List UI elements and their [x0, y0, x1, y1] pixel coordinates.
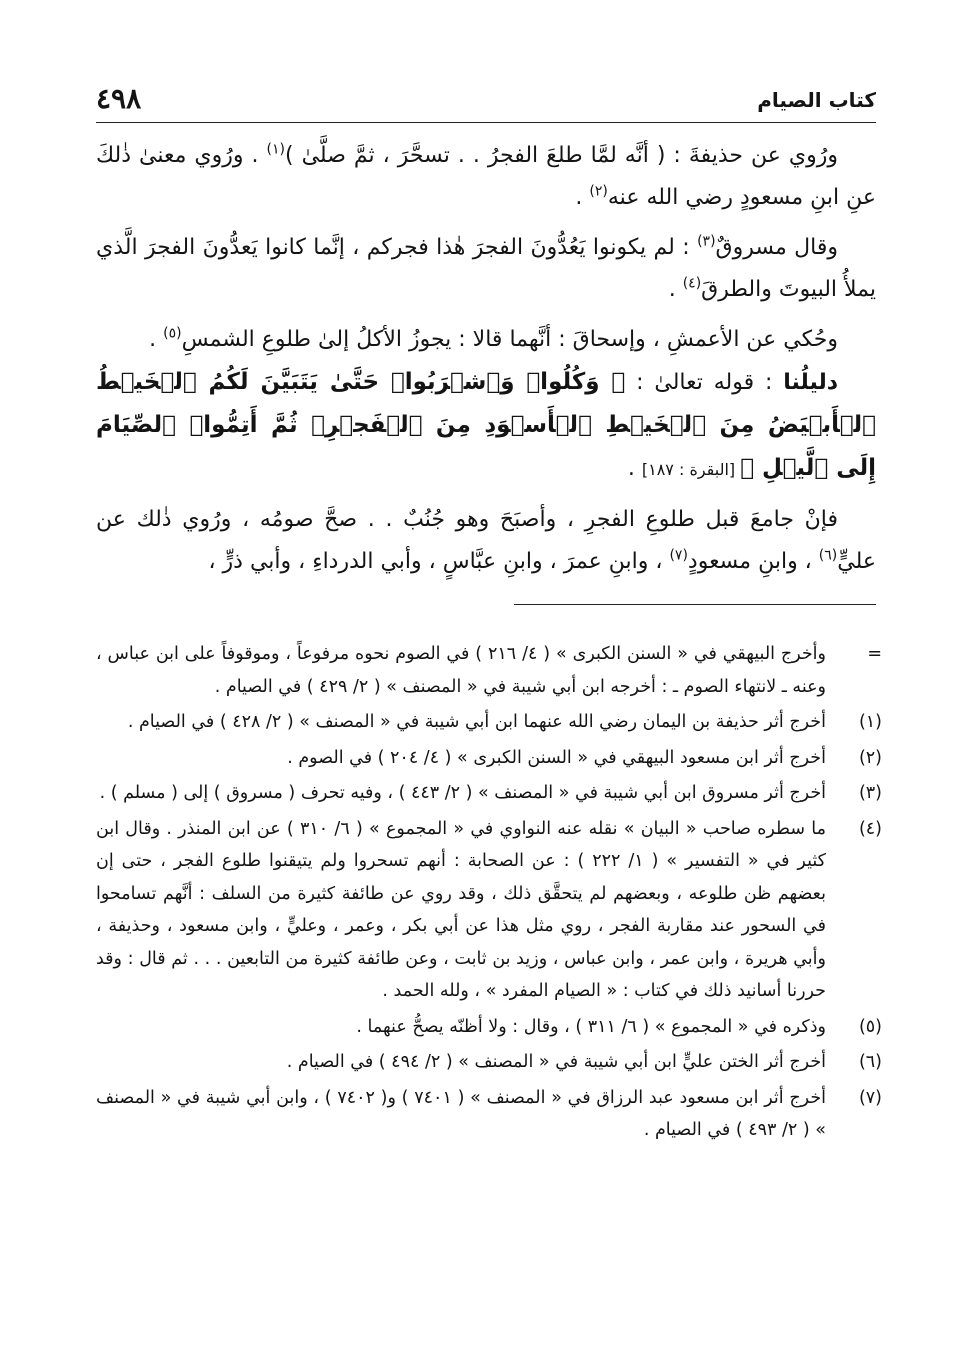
footnote: [96, 813, 882, 1008]
paragraph-masruq: [96, 227, 876, 311]
footnotes: [96, 638, 882, 1150]
footnote-number: =: [867, 644, 882, 664]
text-segment: ، وابنِ عمرَ ، وابنِ عبَّاسٍ ، وأبي الدرداءِ ، وأبي ذرٍّ ،: [208, 549, 670, 574]
footnote-text: وذكره في « المجموع » ( ٦/ ٣١١ ) ، وقال : ولا أظنّه يصحُّ عنهما .: [356, 1016, 826, 1037]
footnote-number: (٤): [858, 818, 882, 839]
footnote-number: (٣): [858, 783, 882, 803]
footnote: [96, 1046, 882, 1079]
footnote-text: أخرج أثر حذيفة بن اليمان رضي الله عنهما ابن أبي شيبة في « المصنف » ( ٢/ ٤٢٨ ) في الصيام .: [127, 712, 826, 732]
main-text: [96, 135, 876, 591]
footnote-number: (١): [858, 712, 882, 732]
footnote-text: ما سطره صاحب « البيان » نقله عنه النواوي في « المجموع » ( ٦/ ٣١٠ ) عن ابن المنذر . وقال ابن كثير في « التفسير » ( ١/ ٢٢٢ ) : عن الصحابة : أنهم تسحروا ولم يتيقنوا طلوع الفجر ، حتى إن بعضهم ظن طلوعه ، وبعضهم لم يتحقَّق ذلك ، وقد روي عن طائفة كثيرة من السلف : أنَّهم تسامحوا في السحور عند مقاربة الفجر ، روي مثل هذا عن أبي بكر ، وعمر ، وعليٍّ ، وابن مسعود ، وحذيفة ، وأبي هريرة ، وابن عمر ، وابن عباس ، وزيد بن ثابت ، وعن طائفة كثيرة من التابعين . . . ثم قال : وقد حررنا أسانيد ذلك في كتاب : « الصيام المفرد » ، ولله الحمد .: [96, 818, 827, 1001]
footnote-text: أخرج أثر ابن مسعود عبد الرزاق في « المصنف » ( ٧٤٠١ ) و( ٧٤٠٢ ) ، وابن أبي شيبة في « المصنف » ( ٢/ ٤٩٣ ) في الصيام .: [96, 1087, 826, 1140]
footnote-ref[interactable]: (٤): [682, 275, 702, 292]
footnote-ref[interactable]: (٢): [589, 183, 608, 200]
text-segment: وقال مسروقٌ: [715, 235, 838, 260]
footnote: [96, 638, 882, 703]
text-segment: .: [575, 185, 590, 210]
footnote-number: (٦): [858, 1052, 882, 1072]
paragraph-amash: [96, 319, 876, 361]
footnote-text: أخرج أثر ابن مسعود البيهقي في « السنن الكبرى » ( ٤/ ٢٠٤ ) في الصوم .: [287, 747, 826, 768]
footnote: [96, 777, 882, 810]
footnote: [96, 742, 882, 775]
footnote-number: (٥): [858, 1016, 882, 1037]
running-head: كتاب الصيام: [757, 88, 876, 112]
text-segment: .: [627, 456, 642, 481]
footnote-ref[interactable]: (٧): [669, 547, 688, 564]
footnote-ref[interactable]: (٦): [818, 547, 838, 564]
lead-word: دليلُنا: [783, 370, 839, 395]
footnote-text: وأخرج البيهقي في « السنن الكبرى » ( ٤/ ٢١٦ ) في الصوم نحوه مرفوعاً ، وموقوفاً على ابن عباس ، وعنه ـ لانتهاء الصوم ـ : أخرجه ابن أبي شيبة في « المصنف » ( ٢/ ٤٢٩ ) في الصيام .: [96, 644, 826, 697]
verse-reference: [البقرة : ١٨٧]: [641, 460, 741, 479]
paragraph-hudhayfa: [96, 135, 876, 219]
text-segment: . ورُوي معنىٰ ذٰلكَ عنِ ابنِ مسعودٍ رضي الله عنه: [96, 143, 876, 210]
footnote-ref[interactable]: (١): [266, 141, 285, 158]
paragraph-evidence: [96, 361, 876, 491]
text-segment: : قوله تعالىٰ :: [625, 370, 784, 395]
footnote-text: أخرج أثر الختن عليٍّ ابن أبي شيبة في « المصنف » ( ٢/ ٤٩٤ ) في الصيام .: [286, 1052, 826, 1072]
text-segment: ، وابنِ مسعودٍ: [687, 549, 819, 574]
footnote-text: أخرج أثر مسروق ابن أبي شيبة في « المصنف » ( ٢/ ٤٤٣ ) ، وفيه تحرف ( مسروق ) إلى ( مسلم ) .: [99, 783, 826, 803]
footnote: [96, 706, 882, 739]
footnote: [96, 1011, 882, 1044]
page-header: [96, 78, 876, 123]
text-segment: .: [668, 277, 683, 302]
text-segment: ورُوي عن حذيفةَ : ( أنَّه لمَّا طلعَ الفجرُ . . تسحَّرَ ، ثمَّ صلَّىٰ ): [285, 143, 838, 168]
footnote-number: (٢): [858, 747, 882, 768]
text-segment: .: [149, 327, 164, 352]
footnote-number: (٧): [858, 1087, 882, 1108]
text-segment: وحُكي عن الأعمشِ ، وإسحاقَ : أنَّهما قالا : يجوزُ الأكلُ إلىٰ طلوعِ الشمسِ: [181, 327, 838, 352]
footnote-separator: [514, 604, 876, 605]
text-segment: : لم يكونوا يَعُدُّونَ الفجرَ هٰذا فجركم ، إنَّما كانوا يَعدُّونَ الفجرَ الَّذي يملأُ البيوتَ والطرقَ: [96, 235, 876, 302]
footnote-ref[interactable]: (٣): [697, 233, 716, 250]
paragraph-intercourse: [96, 499, 876, 583]
text-segment: فإنْ جامعَ قبل طلوعِ الفجرِ ، وأصبَحَ وهو جُنُبٌ . . صحَّ صومُه ، ورُوي ذٰلك عن عليٍّ: [96, 507, 876, 574]
quran-verse: ﴿ وَكُلُوا۟ وَٱشۡرَبُوا۟ حَتَّىٰ يَتَبَيَّنَ لَكُمُ ٱلۡخَيۡطُ ٱلۡأَبۡيَضُ مِنَ ٱلۡخَيۡطِ ٱلۡأَسۡوَدِ مِنَ ٱلۡفَجۡرِۖ ثُمَّ أَتِمُّوا۟ ٱلصِّيَامَ إِلَى ٱلَّيۡلِ ﴾: [96, 369, 876, 481]
footnote-ref[interactable]: (٥): [163, 325, 182, 342]
page-number: ٤٩٨: [96, 82, 142, 115]
footnote: [96, 1082, 882, 1147]
